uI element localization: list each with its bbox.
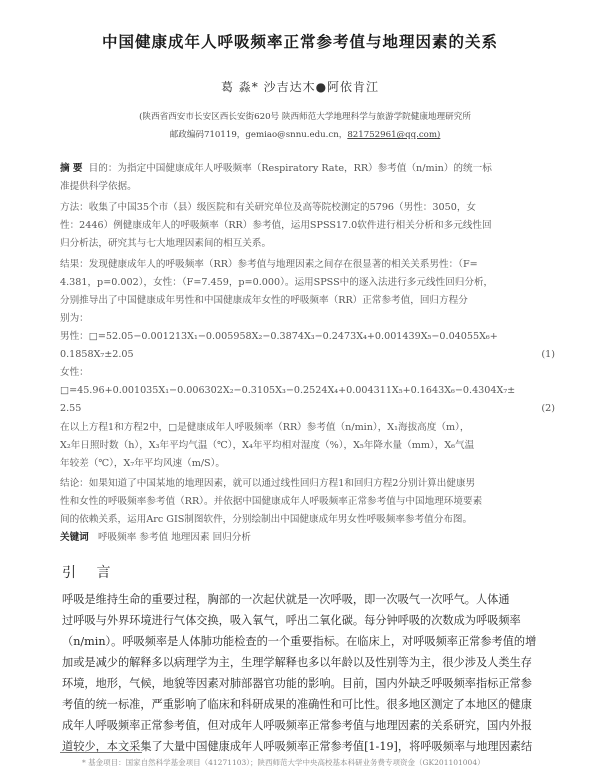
keywords-line [60, 529, 555, 547]
paper-authors: 葛 淼* 沙吉达木●阿依肯江 [220, 80, 380, 94]
affiliation-email-link[interactable]: 821752961@qq.com) [347, 130, 441, 140]
intro-line: 道较少，本文采集了大量中国健康成年人呼吸频率正常参考值[1-19]，将呼吸频率与地理因素结 [62, 740, 533, 753]
equation-1-line-2 [60, 346, 555, 364]
affiliation [70, 108, 540, 144]
equation-2-tail: 2.55 [60, 403, 82, 414]
equation-1-number: (1) [541, 349, 555, 360]
variables-line-1: 在以上方程1和方程2中，□是健康成年人呼吸频率（RR）参考值（n/min），X₁海拔高度（m）， [60, 422, 470, 433]
abstract-methods-1: 方法：收集了中国35个市（县）级医院和有关研究单位及高等院校测定的5796（男性：3050，女 [60, 202, 477, 213]
abstract-line-2: 准提供科学依据。 [60, 181, 137, 192]
affiliation-postal: 邮政编码710119，gemiao@snnu.edu.cn， [169, 130, 348, 140]
intro-line: 考值的统一标准，严重影响了临床和科研成果的准确性和可比性。很多地区测定了本地区的健康 [62, 698, 532, 711]
keywords-label: 关键词 [60, 532, 89, 543]
variables-line-2: X₂年日照时数（h），X₃年平均气温（℃），X₄年平均相对湿度（%），X₅年降水量（mm），X₆气温 [60, 440, 475, 451]
equation-1-tail: 0.1858X₇±2.05 [60, 349, 134, 360]
equation-2-number: (2) [541, 403, 555, 414]
footnote: * 基金项目：国家自然科学基金项目（41271103）；陕西师范大学中央高校基本科研业务费专项资金（GK201101004） [82, 758, 485, 767]
affiliation-line-2 [70, 126, 540, 144]
abstract-objective: 目的：为指定中国健康成年人呼吸频率（Respiratory Rate，RR）参考值（n/min）的统一标 [88, 163, 492, 174]
equation-1-line-1: 男性：□=52.05−0.001213X₁−0.005958X₂−0.3874X₃−0.2473X₄+0.001439X₅−0.04055X₆+ [60, 331, 498, 342]
section-title-introduction: 引 言 [62, 565, 119, 581]
intro-line: 加或是减少的解释多以病理学为主，生理学解释也多以年龄以及性别等为主，很少涉及人类生存 [62, 656, 532, 669]
affiliation-line-1: (陕西省西安市长安区西长安街620号 陕西师范大学地理科学与旅游学院健康地理研究所 [139, 112, 471, 122]
conclusion-line-3: 间的依赖关系，运用Arc GIS制图软件，分别绘制出中国健康成年男女性呼吸频率参考值分布图。 [60, 514, 473, 525]
intro-line: 环境，地形，气候，地貌等因素对肺部器官功能的影响。目前，国内外缺乏呼吸频率指标正常参 [62, 677, 532, 690]
conclusion-line-1: 结论：如果知道了中国某地的地理因素，就可以通过线性回归方程1和回归方程2分别计算出健康男 [60, 478, 476, 489]
paper-title: 中国健康成年人呼吸频率正常参考值与地理因素的关系 [101, 33, 498, 51]
intro-line: 呼吸是维持生命的重要过程，胸部的一次起伏就是一次呼吸，即一次吸气一次呼气。人体通 [62, 593, 510, 606]
abstract-results-1: 结果：发现健康成年人的呼吸频率（RR）参考值与地理因素之间存在很显著的相关关系男性：（F= [60, 259, 478, 270]
variables-line-3: 年较差（℃），X₇年平均风速（m/S）。 [60, 458, 226, 469]
intro-line: 过呼吸与外界环境进行气体交换，吸入氧气，呼出二氧化碳。每分钟呼吸的次数成为呼吸频率 [62, 614, 521, 627]
abstract-methods-2: 性：2446）例健康成年人的呼吸频率（RR）参考值，运用SPSS17.0软件进行相关分析和多元线性回 [60, 220, 492, 231]
intro-line: （n/min）。呼吸频率是人体肺功能检查的一个重要指标。在临床上，对呼吸频率正常参考值的增 [62, 635, 537, 648]
equation-2-label: 女性： [60, 367, 89, 378]
abstract-line-1 [60, 160, 555, 178]
abstract-label: 摘 要 [60, 163, 83, 174]
conclusion-line-2: 性和女性的呼吸频率参考值（RR）。并依据中国健康成年人呼吸频率正常参考值与中国地理环境要素 [60, 496, 483, 507]
equation-2-line-1: □=45.96+0.001035X₁−0.006302X₂−0.3105X₃−0.2524X₄+0.004311X₅+0.1643X₆−0.4304X₇± [60, 385, 516, 396]
intro-line: 成年人呼吸频率正常参考值，但对成年人呼吸频率正常参考值与地理因素的关系研究，国内外报 [62, 719, 532, 732]
keywords-list: 呼吸频率 参考值 地理因素 回归分析 [97, 532, 251, 543]
abstract-results-3: 分别推导出了中国健康成年男性和中国健康成年女性的呼吸频率（RR）正常参考值，回归方程分 [60, 295, 468, 306]
abstract-results-4: 别为： [60, 313, 89, 324]
abstract-results-2: 4.381，p=0.002），女性：（F=7.459，p=0.000）。运用SPSS中的逐入法进行多元线性回归分析， [60, 277, 494, 288]
equation-2-line-2 [60, 400, 555, 418]
abstract-methods-3: 归分析法，研究其与七大地理因素间的相互关系。 [60, 238, 272, 249]
footnote-divider [60, 752, 142, 753]
